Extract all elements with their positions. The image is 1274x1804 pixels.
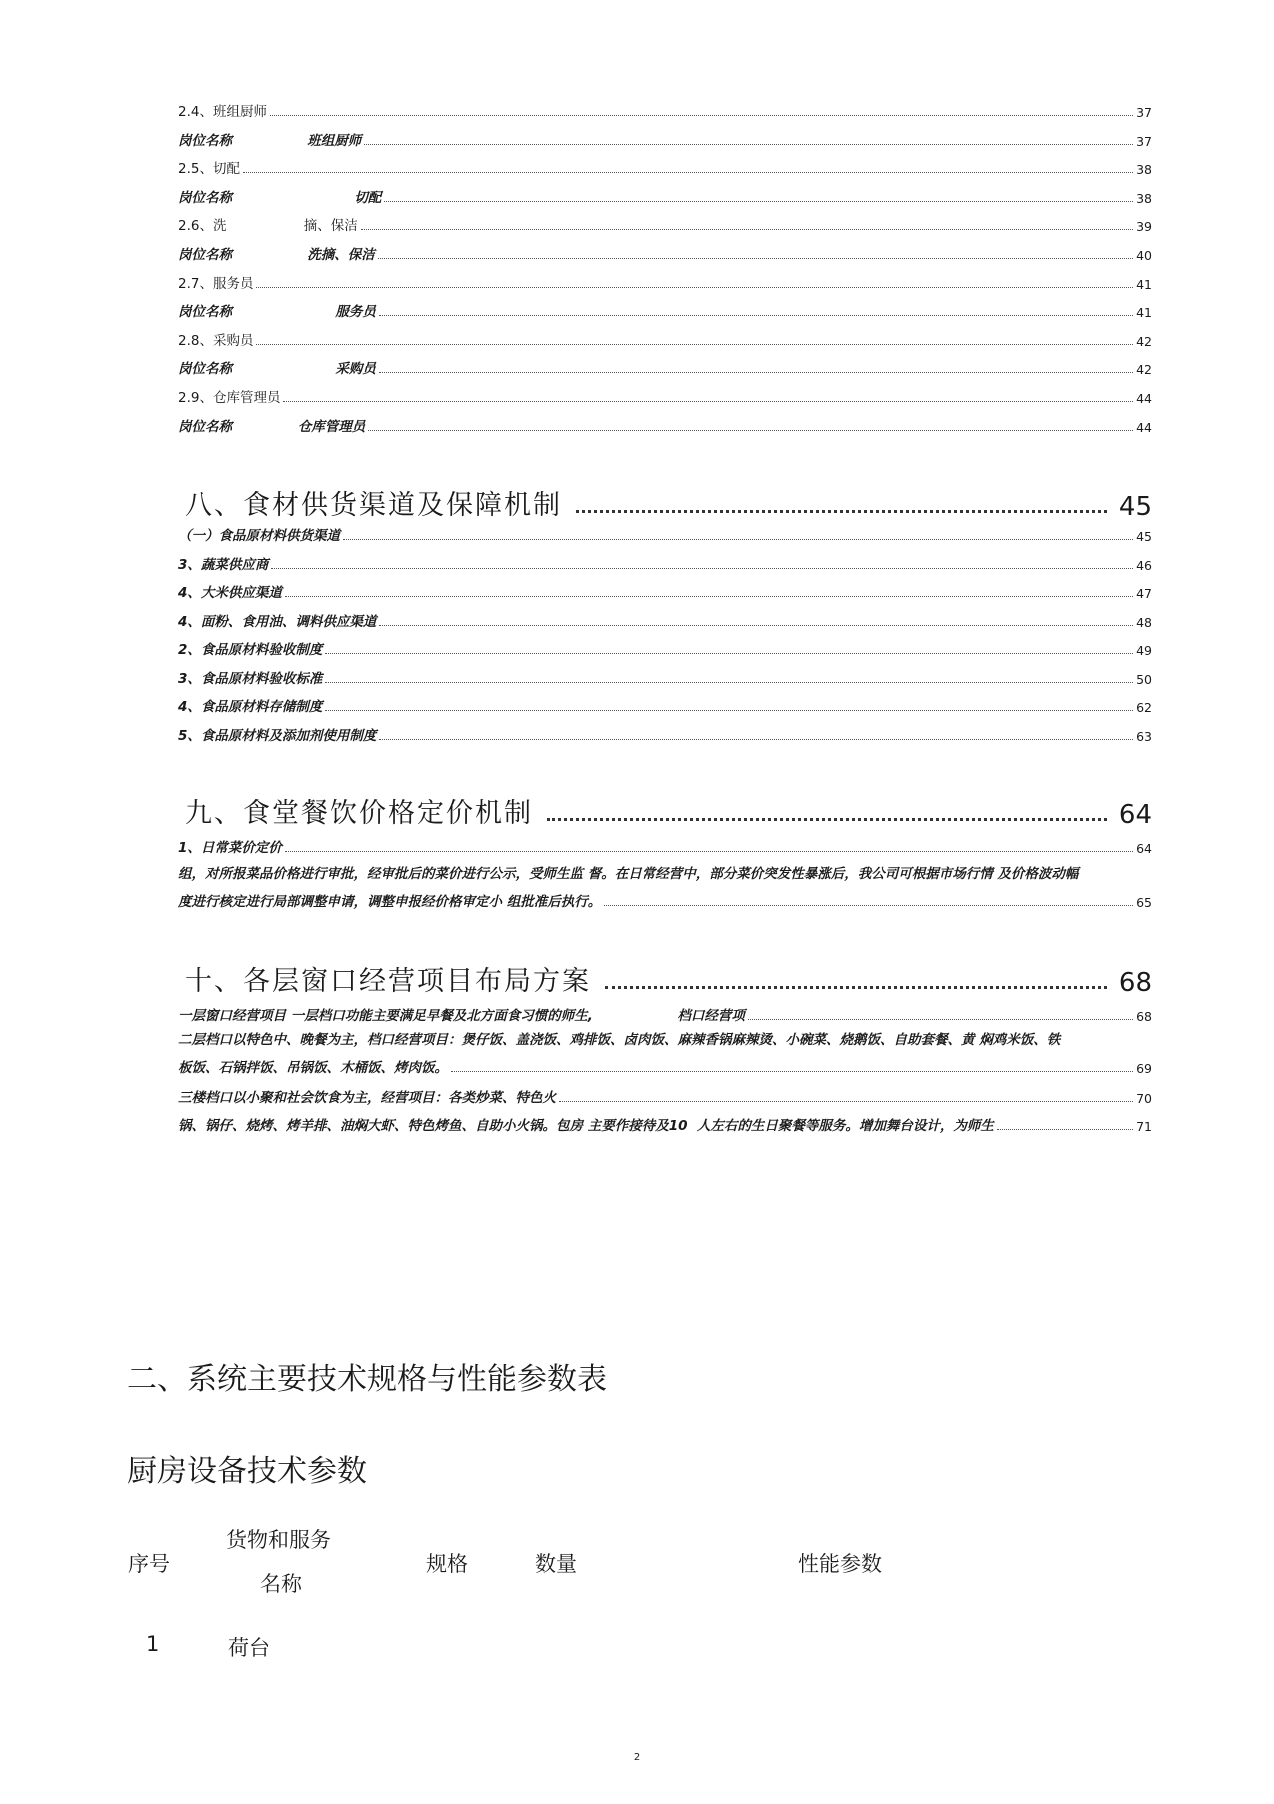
toc-section-8-heading[interactable]: [185, 482, 1152, 522]
toc-leader-dots: [379, 371, 1133, 373]
toc-leader-dots: [379, 624, 1133, 626]
toc-leader-dots: [283, 400, 1133, 402]
toc-entry-label: 2.5、切配: [178, 161, 240, 178]
toc-leader-dots: [243, 171, 1133, 173]
toc-leader-dots: [325, 652, 1133, 654]
toc-page-number: 37: [1136, 105, 1152, 120]
toc-leader-dots: [256, 286, 1133, 288]
toc-leader-dots: [256, 343, 1133, 345]
toc-section-label: 九、食堂餐饮价格定价机制: [185, 798, 533, 829]
toc-entry[interactable]: [178, 239, 1152, 263]
col-header-name-line2: 名称: [260, 1572, 302, 1596]
toc-leader-dots: [605, 985, 1107, 989]
toc-leader-dots: [604, 904, 1133, 906]
toc-page-number: 70: [1136, 1091, 1152, 1106]
toc-entry[interactable]: [178, 153, 1152, 177]
toc-para-9-line2[interactable]: [178, 886, 1152, 910]
toc-entry[interactable]: [178, 411, 1152, 435]
toc-entry-label: 岗位名称 采购员: [178, 361, 376, 378]
toc-entry-label: 三楼档口以小聚和社会饮食为主，经营项目：各类炒菜、特色火: [178, 1090, 556, 1106]
toc-page-number: 41: [1136, 276, 1152, 292]
toc-entry-label: 板饭、石锅拌饭、吊锅饭、木桶饭、烤肉饭。: [178, 1060, 448, 1076]
toc-leader-dots: [368, 429, 1133, 431]
col-header-no: 序号: [128, 1552, 170, 1576]
toc-entry[interactable]: [178, 663, 1152, 687]
toc-para-10-line1: 二层档口以特色中、晚餐为主，档口经营项目：煲仔饭、盖浇饭、鸡排饭、卤肉饭、麻辣香锅麻辣烫、小碗菜、烧鹅饭、自助套餐、黄 焖鸡米饭、铁: [178, 1032, 1061, 1048]
toc-entry-label: 岗位名称 仓库管理员: [178, 418, 366, 435]
toc-page-number: 42: [1136, 362, 1152, 378]
toc-leader-dots: [343, 538, 1133, 540]
toc-entry[interactable]: [178, 325, 1152, 349]
toc-leader-dots: [325, 709, 1133, 711]
toc-leader-dots: [748, 1018, 1133, 1020]
toc-page-number: 44: [1136, 391, 1152, 406]
col-header-name-line1: 货物和服务: [226, 1528, 331, 1552]
toc-section-10-heading[interactable]: [185, 958, 1152, 998]
toc-leader-dots: [285, 850, 1133, 852]
toc-entry-label: 一层窗口经营项目 一层档口功能主要满足早餐及北方面食习惯的师生, 档口经营项: [178, 1008, 745, 1024]
toc-leader-dots: [559, 1100, 1133, 1102]
toc-entry[interactable]: [178, 353, 1152, 377]
toc-entry[interactable]: [178, 96, 1152, 120]
toc-entry-label: 3、蔬菜供应商: [178, 556, 269, 573]
toc-page-number: 46: [1136, 557, 1152, 573]
toc-page-number: 71: [1136, 1119, 1152, 1134]
toc-page-number: 63: [1136, 728, 1152, 744]
toc-entry-label: 岗位名称 班组厨师: [178, 132, 362, 149]
page-number: 2: [633, 1752, 641, 1763]
toc-page-number: 68: [1136, 1009, 1152, 1024]
toc-page-number: 64: [1118, 800, 1152, 830]
toc-entry-label: 2.9、仓库管理员: [178, 390, 281, 406]
toc-section-9-heading[interactable]: [185, 790, 1152, 830]
col-header-qty: 数量: [535, 1552, 577, 1576]
toc-leader-dots: [997, 1128, 1133, 1130]
toc-entry[interactable]: [178, 520, 1152, 544]
toc-leader-dots: [364, 143, 1133, 145]
toc-entry[interactable]: [178, 210, 1152, 234]
toc-page-number: 62: [1136, 700, 1152, 715]
toc-page-number: 39: [1136, 219, 1152, 235]
toc-leader-dots: [547, 817, 1107, 821]
toc-entry-label: 2.4、班组厨师: [178, 104, 267, 120]
toc-page-number: 47: [1136, 586, 1152, 601]
toc-entry-label: 5、食品原材料及添加剂使用制度: [178, 727, 377, 744]
toc-entry[interactable]: [178, 720, 1152, 744]
toc-entry-label: 4、面粉、食用油、调料供应渠道: [178, 613, 377, 630]
toc-page-number: 42: [1136, 333, 1152, 349]
toc-leader-dots: [379, 738, 1133, 740]
toc-entry[interactable]: [178, 691, 1152, 715]
toc-entry-label: 度进行核定进行局部调整申请，调整申报经价格审定小 组批准后执行。: [178, 894, 602, 910]
toc-entry-label: 岗位名称 服务员: [178, 304, 376, 321]
toc-page-number: 38: [1136, 162, 1152, 178]
toc-page-number: 45: [1118, 492, 1152, 522]
toc-entry[interactable]: [178, 382, 1152, 406]
toc-leader-dots: [361, 228, 1133, 230]
toc-page-number: 38: [1136, 190, 1152, 206]
toc-para-9-line1: 组，对所报菜品价格进行审批，经审批后的菜价进行公示，受师生监 督。在日常经营中，部分菜价突发性暴涨后，我公司可根据市场行情 及价格波动幅: [178, 866, 1079, 882]
toc-section-label: 八、食材供货渠道及保障机制: [185, 490, 562, 521]
toc-leader-dots: [378, 257, 1133, 259]
toc-entry-label: 4、食品原材料存储制度: [178, 699, 323, 715]
col-header-spec: 规格: [426, 1552, 468, 1576]
toc-page-number: 40: [1136, 248, 1152, 263]
toc-leader-dots: [384, 200, 1133, 202]
subsection-heading: 厨房设备技术参数: [127, 1454, 367, 1489]
toc-entry[interactable]: [178, 549, 1152, 573]
toc-entry[interactable]: [178, 268, 1152, 292]
toc-entry[interactable]: [178, 296, 1152, 320]
toc-leader-dots: [325, 681, 1133, 683]
toc-leader-dots: [271, 567, 1133, 569]
toc-entry-label: 2、食品原材料验收制度: [178, 642, 323, 658]
toc-entry-label: 2.7、服务员: [178, 275, 254, 292]
toc-entry-label: 3、食品原材料验收标准: [178, 670, 323, 687]
toc-entry-label: （一）食品原材料供货渠道: [178, 528, 340, 544]
toc-page-number: 45: [1136, 529, 1152, 544]
toc-page-number: 48: [1136, 614, 1152, 630]
toc-page-number: 69: [1136, 1061, 1152, 1076]
toc-entry[interactable]: [178, 577, 1152, 601]
toc-entry[interactable]: [178, 832, 1152, 856]
toc-entry[interactable]: [178, 634, 1152, 658]
toc-leader-dots: [379, 314, 1133, 316]
row-1-no: 1: [146, 1632, 160, 1656]
toc-page-number: 49: [1136, 643, 1152, 658]
toc-leader-dots: [285, 595, 1133, 597]
toc-entry-floor3-cont[interactable]: [178, 1110, 1152, 1134]
toc-entry-label: 4、大米供应渠道: [178, 585, 282, 601]
toc-entry-label: 2.6、洗 摘、保洁: [178, 218, 358, 235]
section-heading: 二、系统主要技术规格与性能参数表: [127, 1362, 607, 1397]
toc-entry-label: 岗位名称 洗摘、保洁: [178, 247, 375, 263]
toc-para-10-line2[interactable]: [178, 1052, 1152, 1076]
toc-page-number: 37: [1136, 133, 1152, 149]
toc-entry[interactable]: [178, 182, 1152, 206]
toc-section-label: 十、各层窗口经营项目布局方案: [185, 966, 591, 997]
col-header-perf: 性能参数: [798, 1552, 882, 1576]
toc-leader-dots: [451, 1070, 1133, 1072]
toc-entry-label: 锅、锅仔、烧烤、烤羊排、油焖大虾、特色烤鱼、自助小火锅。包房 主要作接待及10 人左右的生日聚餐等服务。增加舞台设计，为师生: [178, 1118, 994, 1134]
toc-entry-label: 1、日常菜价定价: [178, 840, 282, 856]
toc-page-number: 50: [1136, 671, 1152, 687]
toc-page-number: 68: [1118, 968, 1152, 998]
toc-entry-floor1[interactable]: [178, 1000, 1152, 1024]
toc-leader-dots: [576, 509, 1107, 513]
toc-entry[interactable]: [178, 125, 1152, 149]
toc-entry[interactable]: [178, 606, 1152, 630]
row-1-name: 荷台: [228, 1636, 270, 1660]
toc-entry-label: 2.8、采购员: [178, 332, 254, 349]
toc-leader-dots: [270, 114, 1133, 116]
toc-page-number: 64: [1136, 841, 1152, 856]
toc-entry-floor3[interactable]: [178, 1082, 1152, 1106]
toc-page-number: 65: [1136, 895, 1152, 910]
toc-page-number: 44: [1136, 419, 1152, 435]
toc-page-number: 41: [1136, 305, 1152, 321]
toc-entry-label: 岗位名称 切配: [178, 189, 382, 206]
